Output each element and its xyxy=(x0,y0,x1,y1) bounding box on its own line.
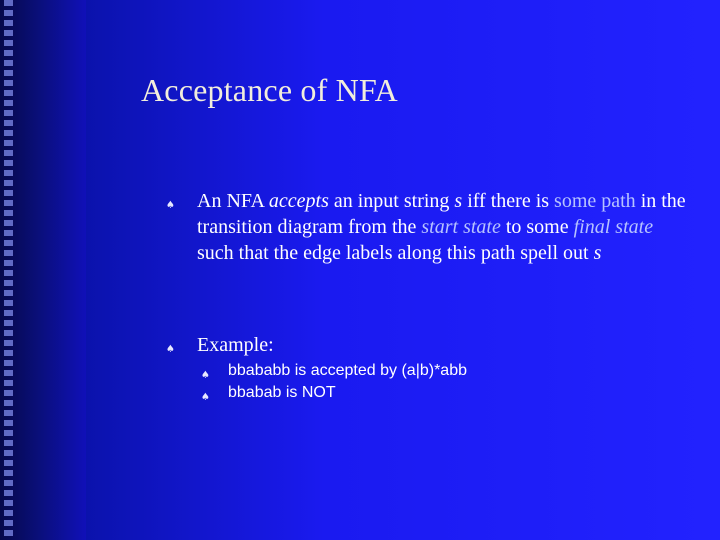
bullet-block-2 xyxy=(166,332,686,403)
bullet-text-part: in the transition diagram from the xyxy=(197,190,686,238)
bullet-text-part: to some xyxy=(500,216,574,238)
example-sub-list xyxy=(201,360,671,404)
bullet-text-part: such that the edge labels along this path spell out xyxy=(197,242,594,264)
bullet-emphasis-s: s xyxy=(454,190,463,212)
list-item xyxy=(201,382,671,404)
spade-icon: ♠ xyxy=(201,392,210,403)
spade-icon: ♠ xyxy=(166,344,175,355)
bullet-text-part: iff there is xyxy=(462,190,555,212)
bullet-text-part: An NFA xyxy=(197,190,269,212)
bullet-highlight-some-path: some path xyxy=(554,190,636,212)
list-item xyxy=(201,360,671,382)
bullet-item-definition xyxy=(166,188,686,266)
spade-icon: ♠ xyxy=(201,370,210,381)
dotted-strip xyxy=(4,0,13,540)
slide-title: Acceptance of NFA xyxy=(141,72,398,108)
bullet-emphasis-s: s xyxy=(593,242,602,264)
bullet-highlight-start-state: start state xyxy=(421,216,501,238)
bullet-block-1 xyxy=(166,188,686,266)
example-label: Example: xyxy=(197,334,274,356)
spade-icon: ♠ xyxy=(166,200,175,211)
bullet-emphasis-accepts: accepts xyxy=(268,190,329,212)
bullet-highlight-final-state: final state xyxy=(573,216,654,238)
sub-item-text: bbabab is NOT xyxy=(228,384,336,401)
bullet-text-part: an input string xyxy=(328,190,455,212)
bullet-item-example xyxy=(166,332,686,358)
sub-item-text: bbababb is accepted by (a|b)*abb xyxy=(228,362,467,379)
